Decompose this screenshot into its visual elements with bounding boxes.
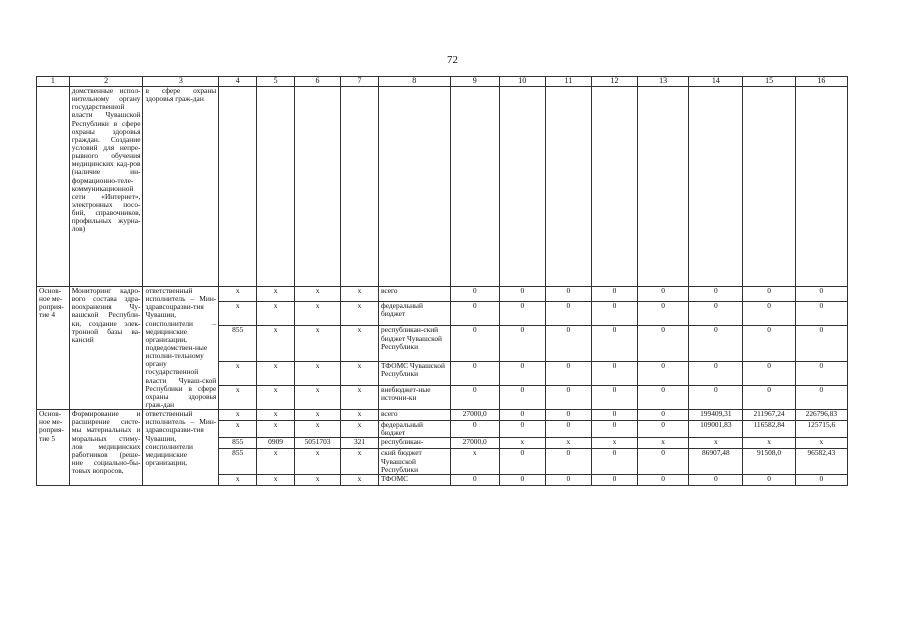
column-header: 11 bbox=[545, 77, 591, 87]
code-cell: x bbox=[295, 385, 341, 409]
value-cell: 0 bbox=[499, 421, 545, 438]
value-cell: 0 bbox=[499, 474, 545, 485]
column-header: 16 bbox=[795, 77, 847, 87]
table-cell bbox=[545, 87, 591, 287]
column-header: 10 bbox=[499, 77, 545, 87]
value-cell: 0 bbox=[638, 385, 689, 409]
column-header: 15 bbox=[743, 77, 795, 87]
executor-cell: ответственный исполнитель – Мин-здравсоцразви-тия Чувашии, соисполнители медицинские организации, bbox=[143, 410, 219, 486]
value-cell: 0 bbox=[545, 421, 591, 438]
code-cell: 5051703 bbox=[295, 438, 341, 449]
table-cell bbox=[378, 87, 450, 287]
value-cell: 0 bbox=[795, 326, 847, 361]
code-cell: 0909 bbox=[257, 438, 295, 449]
value-cell: x bbox=[743, 438, 795, 449]
value-cell: 0 bbox=[689, 474, 743, 485]
code-cell: x bbox=[341, 449, 379, 474]
value-cell: 0 bbox=[689, 385, 743, 409]
code-cell: x bbox=[295, 449, 341, 474]
table-cell bbox=[591, 87, 637, 287]
value-cell: 0 bbox=[743, 326, 795, 361]
value-cell: 0 bbox=[545, 361, 591, 385]
value-cell: 0 bbox=[499, 287, 545, 302]
code-cell: 321 bbox=[341, 438, 379, 449]
funding-source: республикан-ский бюджет Чувашской Республики bbox=[378, 326, 450, 361]
value-cell: 211967,24 bbox=[743, 410, 795, 421]
code-cell: x bbox=[219, 474, 257, 485]
table-cell bbox=[257, 87, 295, 287]
value-cell: 0 bbox=[591, 385, 637, 409]
column-header: 2 bbox=[69, 77, 143, 87]
code-cell: x bbox=[257, 287, 295, 302]
funding-source: внебюджет-ные источни-ки bbox=[378, 385, 450, 409]
value-cell: 0 bbox=[499, 449, 545, 474]
value-cell: 0 bbox=[591, 449, 637, 474]
code-cell: x bbox=[219, 361, 257, 385]
page-number: 72 bbox=[447, 54, 458, 66]
value-cell: 0 bbox=[638, 474, 689, 485]
value-cell: 0 bbox=[689, 326, 743, 361]
code-cell: x bbox=[295, 326, 341, 361]
value-cell: 0 bbox=[545, 287, 591, 302]
value-cell: x bbox=[450, 449, 499, 474]
code-cell: x bbox=[341, 361, 379, 385]
code-cell: x bbox=[295, 410, 341, 421]
value-cell: 0 bbox=[591, 410, 637, 421]
value-cell: 0 bbox=[591, 326, 637, 361]
code-cell: x bbox=[257, 385, 295, 409]
code-cell: x bbox=[295, 421, 341, 438]
value-cell: 0 bbox=[795, 302, 847, 326]
table-cell bbox=[743, 87, 795, 287]
code-cell: x bbox=[219, 410, 257, 421]
table-row bbox=[37, 410, 848, 421]
executor-cell: ответственный исполнитель – Мин-здравсоцразви-тия Чувашии, соисполнители – медицинские организации, подведомствен-ные исполни-тельному органу государственной власти Чуваш-ской Республики в сфере охраны здоровья граж-дан bbox=[143, 287, 219, 410]
value-cell: 0 bbox=[591, 287, 637, 302]
value-cell: 0 bbox=[743, 287, 795, 302]
value-cell: 0 bbox=[638, 410, 689, 421]
code-cell: x bbox=[295, 287, 341, 302]
value-cell: 86907,48 bbox=[689, 449, 743, 474]
funding-source: всего bbox=[378, 287, 450, 302]
code-cell: x bbox=[295, 361, 341, 385]
value-cell: 109001,83 bbox=[689, 421, 743, 438]
value-cell: 0 bbox=[795, 361, 847, 385]
value-cell: 0 bbox=[499, 385, 545, 409]
value-cell: 0 bbox=[545, 474, 591, 485]
funding-source: ТФОМС bbox=[378, 474, 450, 485]
value-cell: 0 bbox=[499, 326, 545, 361]
code-cell: 855 bbox=[219, 449, 257, 474]
value-cell: 0 bbox=[499, 361, 545, 385]
table-cell bbox=[499, 87, 545, 287]
table-cell bbox=[795, 87, 847, 287]
code-cell: x bbox=[341, 302, 379, 326]
code-cell: x bbox=[341, 421, 379, 438]
code-cell: x bbox=[257, 361, 295, 385]
value-cell: 91508,0 bbox=[743, 449, 795, 474]
column-header: 5 bbox=[257, 77, 295, 87]
funding-source: всего bbox=[378, 410, 450, 421]
value-cell: x bbox=[795, 438, 847, 449]
value-cell: 0 bbox=[795, 287, 847, 302]
value-cell: 199409,31 bbox=[689, 410, 743, 421]
value-cell: 0 bbox=[743, 361, 795, 385]
header-row bbox=[37, 77, 848, 87]
funding-source: федеральный бюджет bbox=[378, 302, 450, 326]
value-cell: 27000,0 bbox=[450, 410, 499, 421]
table-cell bbox=[37, 87, 70, 287]
value-cell: 0 bbox=[638, 361, 689, 385]
funding-source: республикан- bbox=[378, 438, 450, 449]
value-cell: 0 bbox=[545, 326, 591, 361]
value-cell: 0 bbox=[795, 474, 847, 485]
code-cell: x bbox=[257, 474, 295, 485]
value-cell: 0 bbox=[689, 287, 743, 302]
code-cell: x bbox=[341, 385, 379, 409]
value-cell: 0 bbox=[545, 385, 591, 409]
column-header: 9 bbox=[450, 77, 499, 87]
column-header: 7 bbox=[341, 77, 379, 87]
budget-table bbox=[36, 76, 848, 486]
column-header: 4 bbox=[219, 77, 257, 87]
code-cell: x bbox=[219, 421, 257, 438]
value-cell: 226796,83 bbox=[795, 410, 847, 421]
value-cell: x bbox=[499, 438, 545, 449]
code-cell: x bbox=[295, 474, 341, 485]
table-cell bbox=[638, 87, 689, 287]
table-row bbox=[37, 87, 848, 287]
value-cell: 116582,84 bbox=[743, 421, 795, 438]
value-cell: x bbox=[545, 438, 591, 449]
code-cell: x bbox=[257, 326, 295, 361]
code-cell: x bbox=[219, 385, 257, 409]
code-cell: 855 bbox=[219, 438, 257, 449]
table-cell bbox=[450, 87, 499, 287]
table-cell bbox=[219, 87, 257, 287]
value-cell: 0 bbox=[545, 449, 591, 474]
code-cell: x bbox=[257, 302, 295, 326]
value-cell: 0 bbox=[795, 385, 847, 409]
value-cell: 0 bbox=[450, 361, 499, 385]
value-cell: 0 bbox=[638, 326, 689, 361]
value-cell: 0 bbox=[545, 302, 591, 326]
value-cell: 0 bbox=[499, 302, 545, 326]
code-cell: x bbox=[257, 421, 295, 438]
value-cell: 0 bbox=[743, 385, 795, 409]
code-cell: x bbox=[341, 474, 379, 485]
value-cell: 0 bbox=[591, 302, 637, 326]
executor-cell: в сфере охраны здоровья граж-дан bbox=[143, 87, 219, 287]
code-cell: x bbox=[341, 287, 379, 302]
value-cell: 0 bbox=[499, 410, 545, 421]
code-cell: x bbox=[295, 302, 341, 326]
value-cell: 0 bbox=[638, 421, 689, 438]
value-cell: 125715,6 bbox=[795, 421, 847, 438]
table-row bbox=[37, 287, 848, 302]
value-cell: 0 bbox=[743, 302, 795, 326]
funding-source: ТФОМС Чувашской Республики bbox=[378, 361, 450, 385]
table-cell bbox=[295, 87, 341, 287]
event-label: Основ-ное ме-роприя-тие 5 bbox=[37, 410, 70, 486]
code-cell: x bbox=[219, 302, 257, 326]
funding-source: федеральный бюджет bbox=[378, 421, 450, 438]
value-cell: 0 bbox=[591, 421, 637, 438]
value-cell: x bbox=[689, 438, 743, 449]
code-cell: x bbox=[341, 326, 379, 361]
value-cell: 0 bbox=[638, 287, 689, 302]
code-cell: x bbox=[341, 410, 379, 421]
value-cell: 96582,43 bbox=[795, 449, 847, 474]
column-header: 1 bbox=[37, 77, 70, 87]
event-description: домственные испол-нительному органу государственной власти Чувашской Республики в сфере охраны здоровья граждан. Создание условий для непре-рывного обучения медицинских кад-ров (наличие ин-формационно-теле-коммуникационной сети «Интернет», электронных посо-бий, справочников, профильных журна-лов) bbox=[69, 87, 143, 287]
column-header: 12 bbox=[591, 77, 637, 87]
funding-source: ский бюджет Чувашской Республики bbox=[378, 449, 450, 474]
value-cell: 0 bbox=[450, 326, 499, 361]
column-header: 13 bbox=[638, 77, 689, 87]
column-header: 8 bbox=[378, 77, 450, 87]
event-title: Формирование и расширение систе-мы материальных и моральных стиму-лов медицинских работников (реше-ние социально-бы-товых вопросов, bbox=[69, 410, 143, 486]
column-header: 6 bbox=[295, 77, 341, 87]
value-cell: 27000,0 bbox=[450, 438, 499, 449]
value-cell: 0 bbox=[450, 421, 499, 438]
value-cell: 0 bbox=[638, 449, 689, 474]
value-cell: 0 bbox=[591, 474, 637, 485]
column-header: 3 bbox=[143, 77, 219, 87]
event-label: Основ-ное ме-роприя-тие 4 bbox=[37, 287, 70, 410]
column-header: 14 bbox=[689, 77, 743, 87]
event-title: Мониторинг кадро-вого состава здра-воохранения Чу-вашской Республи-ки, создание элек-тронной базы ва-кансий bbox=[69, 287, 143, 410]
code-cell: x bbox=[257, 449, 295, 474]
value-cell: x bbox=[591, 438, 637, 449]
table-cell bbox=[341, 87, 379, 287]
value-cell: 0 bbox=[450, 474, 499, 485]
code-cell: 855 bbox=[219, 326, 257, 361]
value-cell: 0 bbox=[450, 287, 499, 302]
value-cell: 0 bbox=[743, 474, 795, 485]
value-cell: 0 bbox=[450, 302, 499, 326]
value-cell: 0 bbox=[545, 410, 591, 421]
table-cell bbox=[689, 87, 743, 287]
value-cell: 0 bbox=[591, 361, 637, 385]
value-cell: x bbox=[638, 438, 689, 449]
value-cell: 0 bbox=[689, 361, 743, 385]
value-cell: 0 bbox=[450, 385, 499, 409]
code-cell: x bbox=[257, 410, 295, 421]
value-cell: 0 bbox=[638, 302, 689, 326]
value-cell: 0 bbox=[689, 302, 743, 326]
code-cell: x bbox=[219, 287, 257, 302]
